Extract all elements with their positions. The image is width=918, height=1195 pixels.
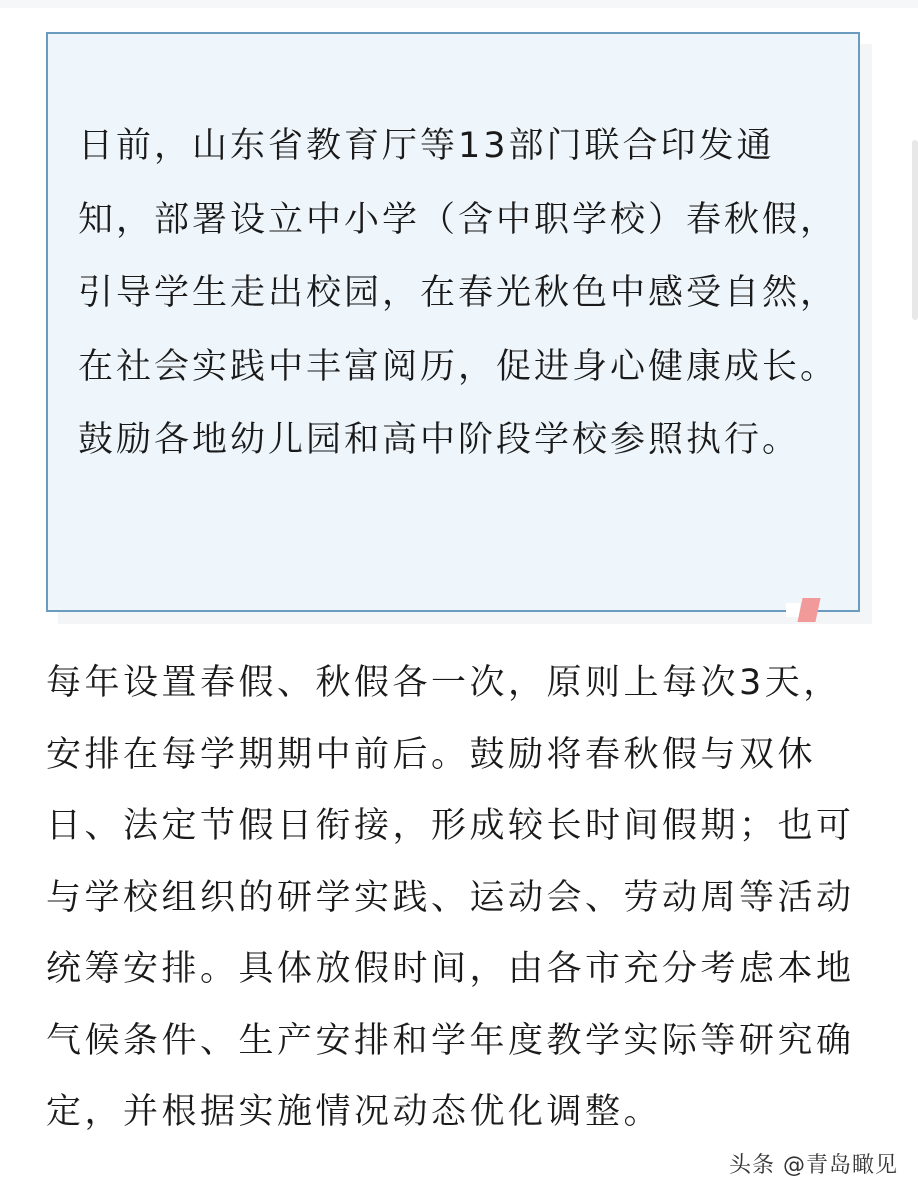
source-watermark: 头条 @青岛瞰见 [729,1153,898,1178]
quote-text: 日前，山东省教育厅等13部门联合印发通知，部署设立中小学（含中职学校）春秋假，引导学生走出校园，在春光秋色中感受自然，在社会实践中丰富阅历，促进身心健康成长。鼓励各地幼儿园和高中阶段学校参照执行。 [78,126,839,460]
scrollbar[interactable] [912,140,918,320]
top-strip [0,0,918,8]
quote-box [46,32,860,612]
body-paragraph: 每年设置春假、秋假各一次，原则上每次3天，安排在每学期期中前后。鼓励将春秋假与双休日、法定节假日衔接，形成较长时间假期；也可与学校组织的研学实践、运动会、劳动周等活动统筹安排。具体放假时间，由各市充分考虑本地气候条件、生产安排和学年度教学实际等研究确定，并根据实施情况动态优化调整。 [46,663,855,1132]
